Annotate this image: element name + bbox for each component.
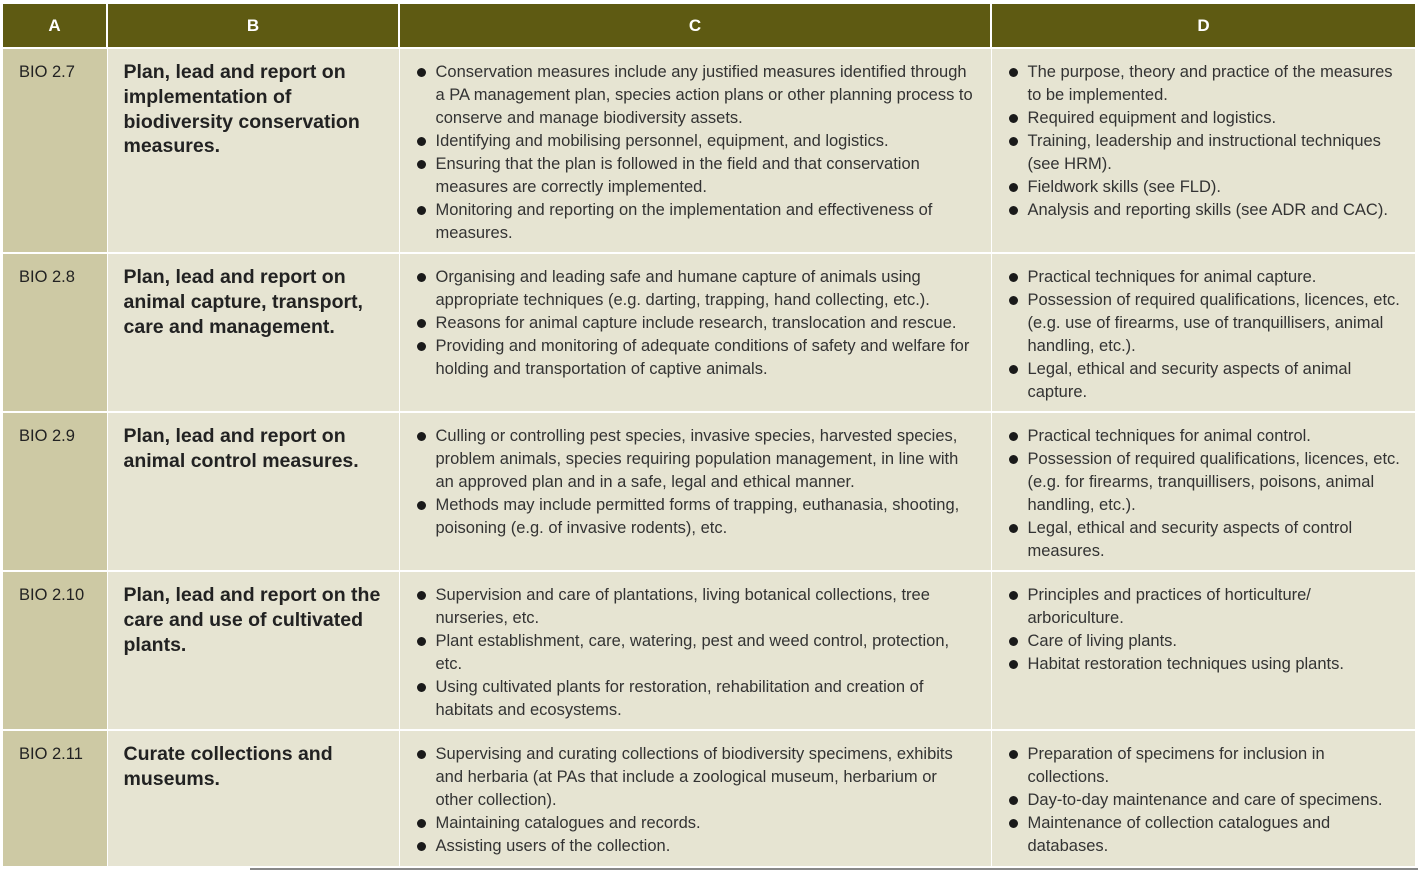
description-list [414, 266, 977, 381]
description-list [414, 743, 977, 858]
list-item: Providing and monitoring of adequate conditions of safety and welfare for holding and transportation of captive animals. [414, 335, 977, 381]
list-item: Fieldwork skills (see FLD). [1006, 176, 1402, 199]
description-list [414, 61, 977, 245]
list-item: Required equipment and logistics. [1006, 107, 1402, 130]
list-item: Habitat restoration techniques using plants. [1006, 653, 1402, 676]
list-item: The purpose, theory and practice of the measures to be implemented. [1006, 61, 1402, 107]
row-description-cell [399, 253, 991, 412]
list-item: Possession of required qualifications, licences, etc. (e.g. for firearms, tranquillisers, poisons, animal handling, etc.). [1006, 448, 1402, 517]
list-item: Maintaining catalogues and records. [414, 812, 977, 835]
knowledge-list [1006, 425, 1402, 563]
list-item: Practical techniques for animal capture. [1006, 266, 1402, 289]
table-row [3, 571, 1415, 730]
row-code: BIO 2.8 [3, 253, 107, 412]
row-description-cell [399, 412, 991, 571]
description-list [414, 584, 977, 722]
list-item: Using cultivated plants for restoration, rehabilitation and creation of habitats and ecosystems. [414, 676, 977, 722]
list-item: Monitoring and reporting on the implementation and effectiveness of measures. [414, 199, 977, 245]
row-knowledge-cell [991, 48, 1415, 253]
row-code: BIO 2.9 [3, 412, 107, 571]
table-row [3, 412, 1415, 571]
row-code: BIO 2.10 [3, 571, 107, 730]
row-title-cell [107, 253, 399, 412]
list-item: Principles and practices of horticulture/ arboriculture. [1006, 584, 1402, 630]
row-knowledge-cell [991, 253, 1415, 412]
list-item: Analysis and reporting skills (see ADR and CAC). [1006, 199, 1402, 222]
row-description-cell [399, 48, 991, 253]
row-description-cell [399, 571, 991, 730]
list-item: Reasons for animal capture include research, translocation and rescue. [414, 312, 977, 335]
knowledge-list [1006, 266, 1402, 404]
list-item: Identifying and mobilising personnel, equipment, and logistics. [414, 130, 977, 153]
list-item: Conservation measures include any justified measures identified through a PA management plan, species action plans or other planning process to conserve and manage biodiversity assets. [414, 61, 977, 130]
list-item: Assisting users of the collection. [414, 835, 977, 858]
list-item: Supervision and care of plantations, living botanical collections, tree nurseries, etc. [414, 584, 977, 630]
column-header-c: C [399, 4, 991, 48]
header-row [3, 4, 1415, 48]
list-item: Legal, ethical and security aspects of control measures. [1006, 517, 1402, 563]
competency-table [3, 4, 1415, 866]
table-row [3, 730, 1415, 866]
row-code: BIO 2.11 [3, 730, 107, 866]
list-item: Care of living plants. [1006, 630, 1402, 653]
list-item: Culling or controlling pest species, invasive species, harvested species, problem animals, species requiring population management, in line with an approved plan and in a safe, legal and ethical manner. [414, 425, 977, 494]
list-item: Practical techniques for animal control. [1006, 425, 1402, 448]
list-item: Preparation of specimens for inclusion in collections. [1006, 743, 1402, 789]
list-item: Organising and leading safe and humane capture of animals using appropriate techniques (e.g. darting, trapping, hand collecting, etc.). [414, 266, 977, 312]
column-header-a: A [3, 4, 107, 48]
row-knowledge-cell [991, 571, 1415, 730]
list-item: Maintenance of collection catalogues and databases. [1006, 812, 1402, 858]
list-item: Day-to-day maintenance and care of specimens. [1006, 789, 1402, 812]
table-row [3, 48, 1415, 253]
row-title-cell [107, 571, 399, 730]
list-item: Methods may include permitted forms of trapping, euthanasia, shooting, poisoning (e.g. of invasive rodents), etc. [414, 494, 977, 540]
column-header-b: B [107, 4, 399, 48]
description-list [414, 425, 977, 540]
knowledge-list [1006, 584, 1402, 676]
row-code: BIO 2.7 [3, 48, 107, 253]
row-title-cell [107, 412, 399, 571]
row-knowledge-cell [991, 412, 1415, 571]
list-item: Plant establishment, care, watering, pest and weed control, protection, etc. [414, 630, 977, 676]
column-header-d: D [991, 4, 1415, 48]
row-knowledge-cell [991, 730, 1415, 866]
knowledge-list [1006, 61, 1402, 222]
list-item: Legal, ethical and security aspects of animal capture. [1006, 358, 1402, 404]
knowledge-list [1006, 743, 1402, 858]
row-description-cell [399, 730, 991, 866]
row-title-cell [107, 48, 399, 253]
row-title: Plan, lead and report on animal capture, transport, care and management. [123, 266, 363, 338]
page-bottom-rule [250, 868, 1418, 870]
list-item: Training, leadership and instructional techniques (see HRM). [1006, 130, 1402, 176]
list-item: Supervising and curating collections of biodiversity specimens, exhibits and herbaria (at PAs that include a zoological museum, herbarium or other collection). [414, 743, 977, 812]
list-item: Ensuring that the plan is followed in the field and that conservation measures are correctly implemented. [414, 153, 977, 199]
row-title: Curate collections and museums. [123, 743, 333, 790]
row-title: Plan, lead and report on implementation of biodiversity conservation measures. [123, 61, 360, 158]
row-title: Plan, lead and report on animal control measures. [123, 425, 359, 472]
table-row [3, 253, 1415, 412]
list-item: Possession of required qualifications, licences, etc. (e.g. use of firearms, use of tranquillisers, animal handling, etc.). [1006, 289, 1402, 358]
competency-table-container [3, 4, 1415, 866]
row-title: Plan, lead and report on the care and use of cultivated plants. [123, 584, 381, 656]
row-title-cell [107, 730, 399, 866]
